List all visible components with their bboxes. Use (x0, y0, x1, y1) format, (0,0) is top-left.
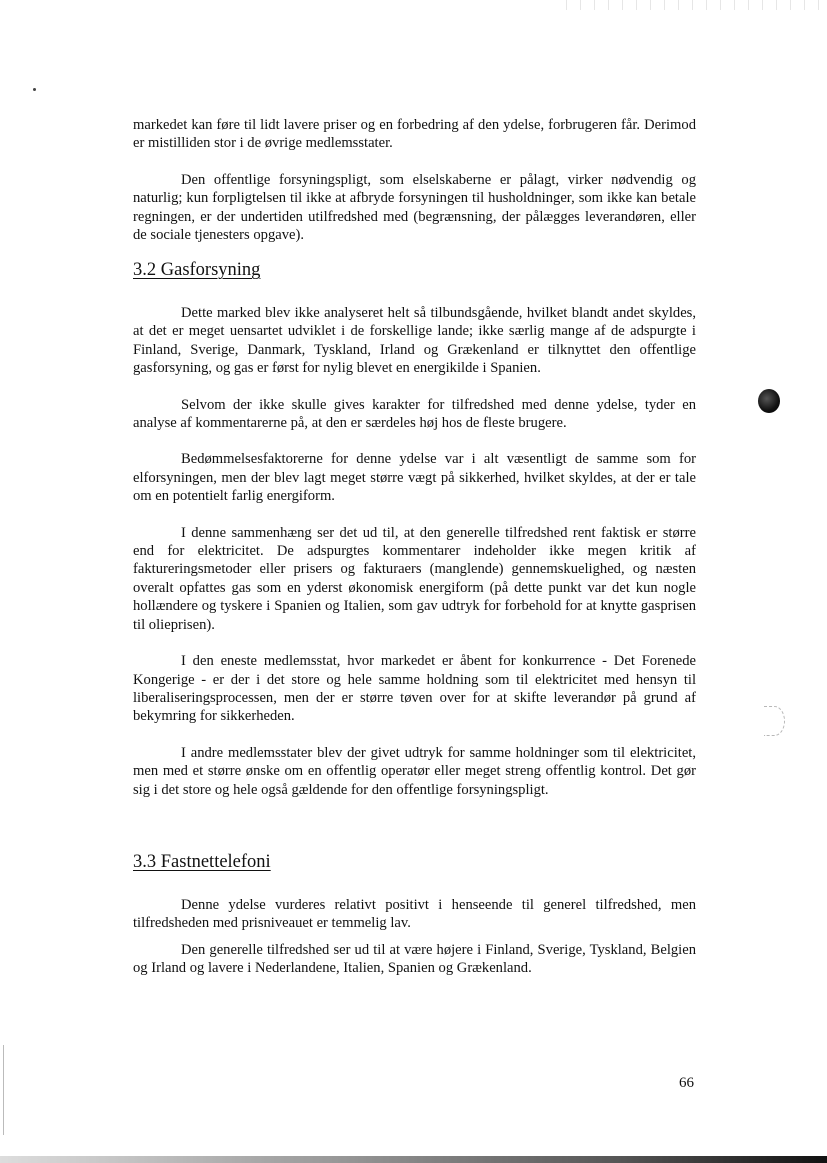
paragraph-8: I andre medlemsstater blev der givet udtryk for samme holdninger som til elektricitet, men med et større ønske om en offentlig operatør eller meget streng offentlig kontrol. Det gør sig i det store og hele også gældende for den offentlige forsyningspligt. (133, 744, 696, 798)
paragraph-10: Den generelle tilfredshed ser ud til at være højere i Finland, Sverige, Tyskland, Belgien og Irland og lavere i Nederlandene, Italien, Spanien og Grækenland. (133, 941, 696, 977)
page-number: 66 (679, 1075, 694, 1091)
paragraph-9: Denne ydelse vurderes relativt positivt i henseende til generel tilfredshed, men tilfredsheden med prisniveauet er temmelig lav. (133, 897, 696, 932)
left-edge-line (3, 1045, 4, 1135)
heading-gas: 3.2 Gasforsyning (133, 260, 261, 280)
heading-fixed-line: 3.3 Fastnettelefoni (133, 852, 271, 872)
paragraph-6: I denne sammenhæng ser det ud til, at den generelle tilfredshed rent faktisk er større end for elektricitet. De adspurgtes kommentarer indeholder ikke megen kritik af faktureringsmetoder eller prisers og fakturaers (manglende) gennemskuelighed, og næsten overalt opfattes gas som en yderst økonomisk energiform (på dette punkt var det kun nogle hollændere og tyskere i Spanien og Italien, som gav udtryk for forbehold for at knytte gasprisen til olieprisen). (133, 524, 696, 633)
scan-artifact (764, 706, 785, 736)
paragraph-7: I den eneste medlemsstat, hvor markedet er åbent for konkurrence - Det Forenede Kongerige - er der i det store og hele samme holdning som til elektricitet med hensyn til liberaliseringsprocessen, men der er større tøven over for at skifte leverandør på grund af bekymring for sikkerheden. (133, 653, 696, 725)
paragraph-1: markedet kan føre til lidt lavere priser og en forbedring af den ydelse, forbrugeren får. Derimod er mistilliden stor i de øvrige medlemsstater. (133, 117, 696, 152)
section-fixed-line (133, 896, 696, 978)
paragraph-3: Dette marked blev ikke analyseret helt så tilbundsgående, hvilket blandt andet skyldes, at det er meget uensartet udviklet i de forskellige lande; ikke særlig mange af de adspurgte i Finland, Sverige, Danmark, Tyskland, Irland og Grækenland er tilknyttet den offentlige gasforsyning, og gas er først for nylig blevet en energikilde i Spanien. (133, 305, 696, 377)
section-electricity-end (133, 116, 696, 244)
bottom-scan-edge (0, 1156, 827, 1163)
paragraph-4: Selvom der ikke skulle gives karakter for tilfredshed med denne ydelse, tyder en analyse af kommentarerne på, at den er særdeles høj hos de fleste brugere. (133, 396, 696, 432)
section-gas (133, 304, 696, 799)
paragraph-2: Den offentlige forsyningspligt, som elselskaberne er pålagt, virker nødvendig og naturlig; kun forpligtelsen til ikke at afbryde forsyningen til husholdninger, som ikke kan betale regningen, er der undertiden utilfredshed med (begrænsning, der pålægges leverandøren, eller de sociale tjenesters opgave). (133, 171, 696, 244)
punch-hole-mark (758, 389, 780, 413)
paragraph-5: Bedømmelsesfaktorerne for denne ydelse var i alt væsentligt de samme som for elforsyningen, men der blev lagt meget større vægt på sikkerhed, hvilket skyldes, at der er tale om en potentielt farlig energiform. (133, 451, 696, 505)
scan-noise (560, 0, 827, 10)
scan-speck (33, 88, 36, 91)
